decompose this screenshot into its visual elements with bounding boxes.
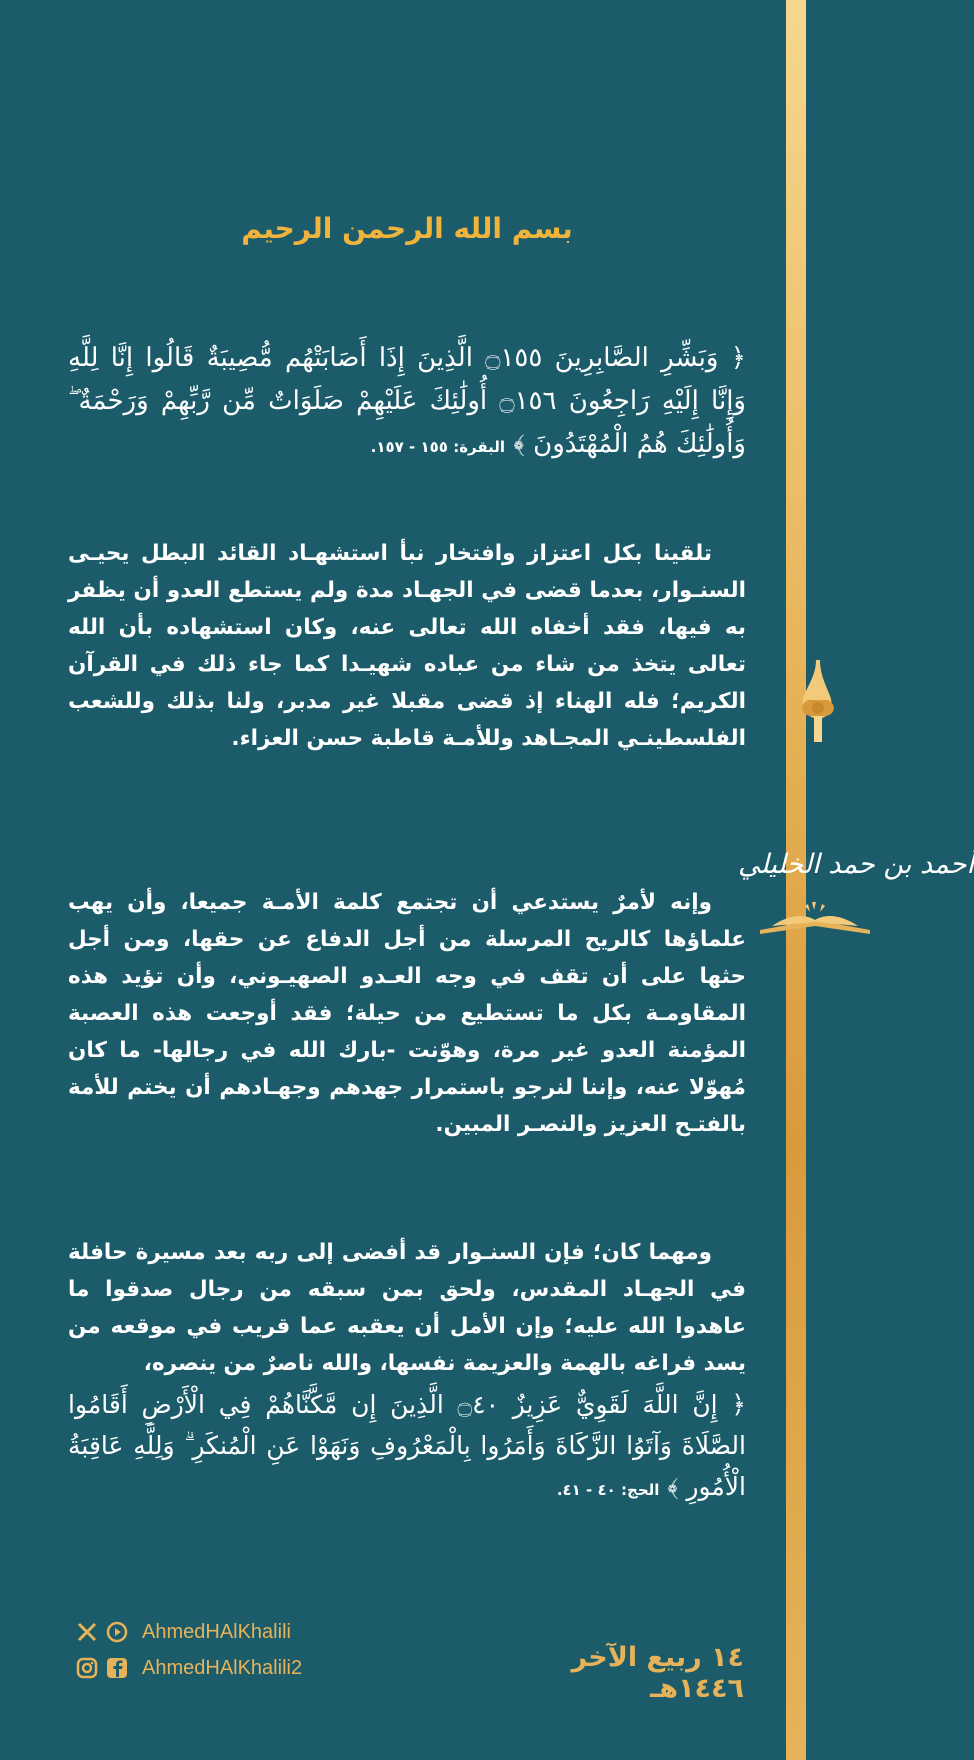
side-decoration xyxy=(738,660,974,960)
basmala-heading: بسم الله الرحمن الرحيم xyxy=(241,212,573,245)
verse-reference: البقرة: ١٥٥ - ١٥٧. xyxy=(370,438,506,456)
verse-text: ﴿ وَبَشِّرِ الصَّابِرِينَ ۝١٥٥ الَّذِينَ إِذَا أَصَابَتْهُم مُّصِيبَةٌ قَالُوا إِنَّا لِلَّهِ وَإِنَّا إِلَيْهِ رَاجِعُونَ ۝١٥٦ أُولَٰئِكَ عَلَيْهِمْ صَلَوَاتٌ مِّن رَّبِّهِمْ وَرَحْمَةٌ ۖ وَأُولَٰئِكَ هُمُ الْمُهْتَدُونَ ﴾ xyxy=(68,343,746,459)
verse-reference: الحج: ٤٠ - ٤١. xyxy=(556,1481,660,1499)
handle-secondary[interactable]: AhmedHAlKhalili2 xyxy=(142,1656,303,1679)
paragraph-3-text: ومهما كان؛ فإن السنـوار قد أفضى إلى ربه بعد مسيرة حافلة في الجهـاد المقدس، ولحق بمن سبقه من رجال صدقوا ما عاهدوا الله عليه؛ وإن الأمل أن يعقبه عما قريب في موقعه من يسد فراغه بالهمة والعزيمة نفسها، والله ناصرٌ من ينصره، xyxy=(68,1240,746,1376)
verse-text: ﴿ إِنَّ اللَّهَ لَقَوِيٌّ عَزِيزٌ ۝٤٠ الَّذِينَ إِن مَّكَّنَّاهُمْ فِي الْأَرْضِ أَقَامُوا الصَّلَاةَ وَآتَوُا الزَّكَاةَ وَأَمَرُوا بِالْمَعْرُوفِ وَنَهَوْا عَنِ الْمُنكَرِ ۗ وَلِلَّهِ عَاقِبَةُ الْأُمُورِ ﴾ xyxy=(68,1390,746,1501)
paragraph-2: وإنه لأمرٌ يستدعي أن تجتمع كلمة الأمـة جميعا، وأن يهب علماؤها كالريح المرسلة من أجل الدفاع عن حقها، ومن أجل حثها على أن تقف في وجه العـدو الصهيـوني، وأن تؤيد هذه المقاومـة بكل ما تستطيع من حيلة؛ فقد أوجعت هذه العصبة المؤمنة العدو غير مرة، وهوّنت -بارك الله في رجالها- ما كان مُهوّلا عنه، وإننا لنرجو باستمرار جهدهم وجهـادهم أن يختم للأمة بالفتـح العزيز والنصـر المبين. xyxy=(68,890,746,1137)
open-book-icon xyxy=(750,900,880,940)
handle-primary[interactable]: AhmedHAlKhalili xyxy=(142,1620,291,1643)
x-icon[interactable] xyxy=(76,1621,98,1643)
social-row-instagram-facebook xyxy=(76,1650,336,1686)
hijri-date: ١٤ ربيع الآخر ١٤٤٦هـ xyxy=(571,1642,744,1704)
facebook-icon[interactable] xyxy=(106,1657,128,1679)
quran-verse-hajj xyxy=(68,1384,746,1511)
instagram-icon[interactable] xyxy=(76,1657,98,1679)
paragraph-1: تلقينا بكل اعتزاز وافتخار نبأ استشهـاد القائد البطل يحيـى السنـوار، بعدما قضى في الجهـاد مدة ولم يستطع العدو أن يظفر به فيها، فقد أخفاه الله تعالى عنه، وكان استشهاده بأن الله تعالى يتخذ من شاء من عباده شهيـدا كما جاء ذلك في القرآن الكريم؛ فله الهناء إذ قضى مقبلا غير مدبر، ولنا بذلك وللشعب الفلسطينـي المجـاهد وللأمـة قاطبة حسن العزاء. xyxy=(68,541,746,751)
paragraph-3 xyxy=(68,1234,746,1511)
signature: أحمد بن حمد الخليلي xyxy=(738,849,974,880)
youtube-icon[interactable] xyxy=(106,1621,128,1643)
clasped-hands-icon xyxy=(778,660,858,742)
quran-verse-baqarah xyxy=(68,337,746,469)
social-row-x-youtube xyxy=(76,1614,336,1650)
social-handles xyxy=(76,1614,336,1694)
